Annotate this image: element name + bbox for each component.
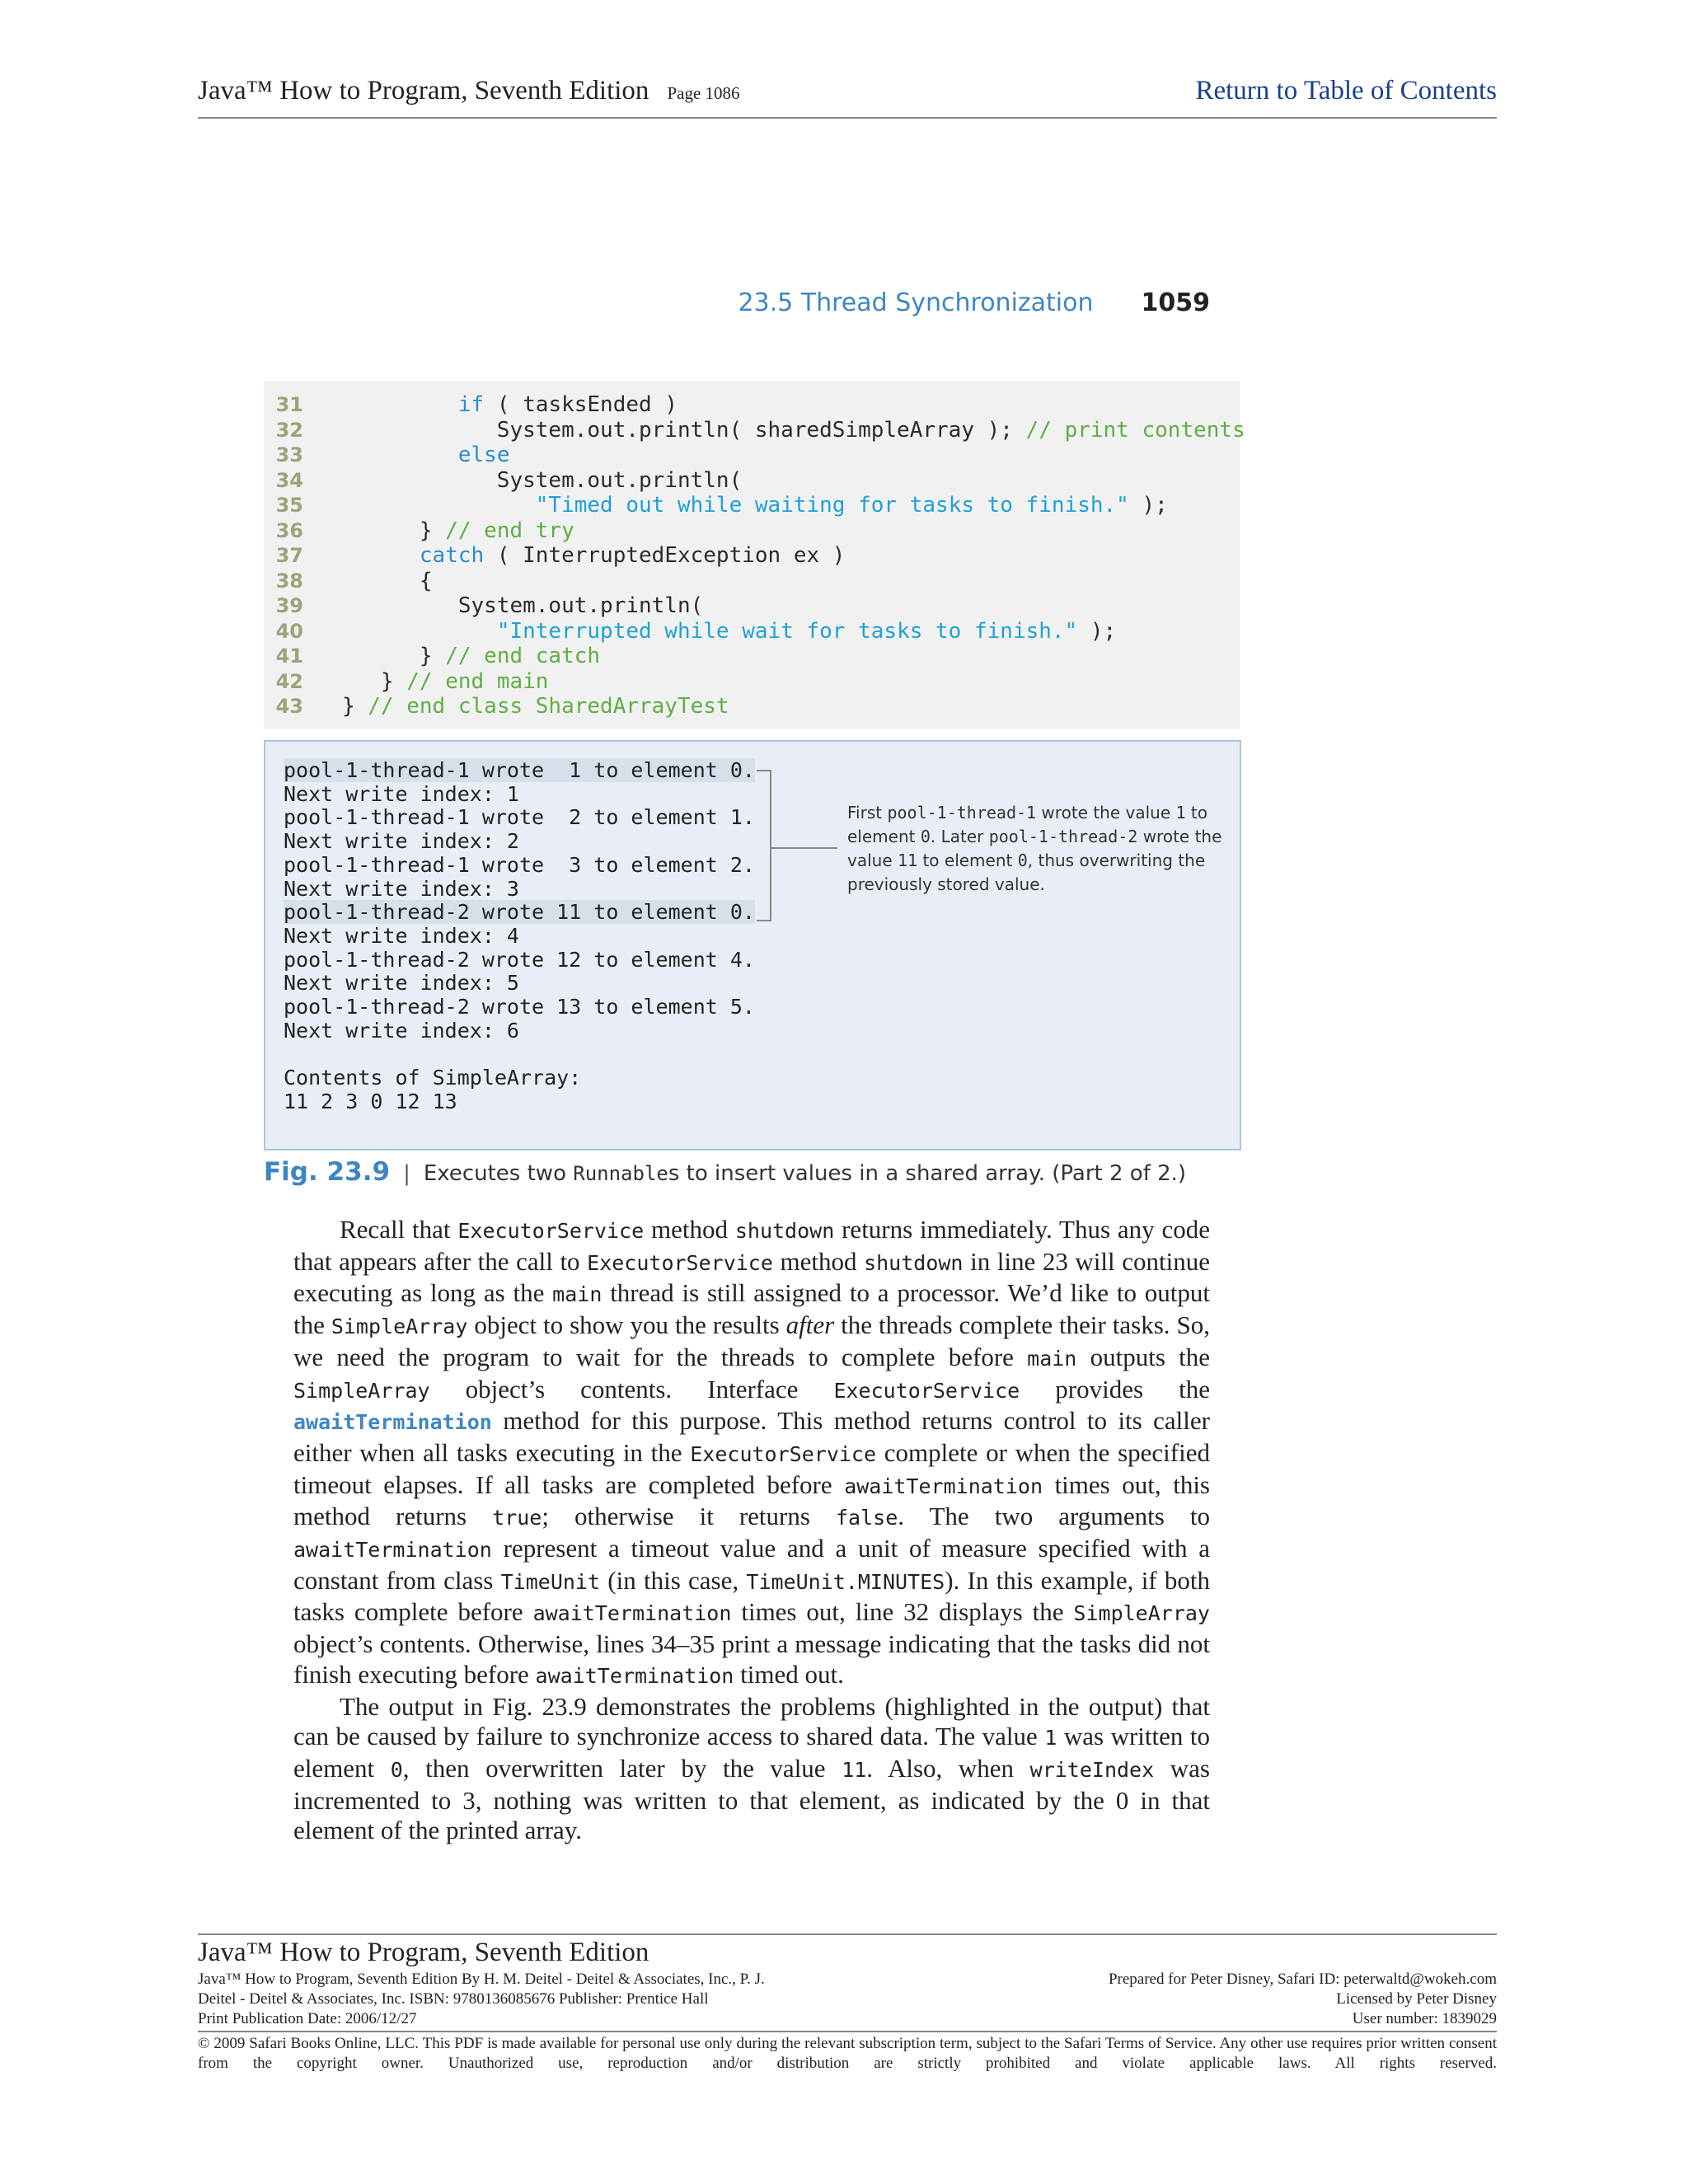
text-run: was written to element bbox=[293, 1722, 1211, 1783]
inline-code: false bbox=[835, 1506, 898, 1530]
paragraph bbox=[293, 1215, 1210, 1692]
inline-code: awaitTermination bbox=[532, 1601, 732, 1626]
text-run: . The two arguments to bbox=[898, 1502, 1210, 1531]
code-text: System.out.println( bbox=[341, 467, 743, 493]
text-run: object to show you the results bbox=[467, 1310, 786, 1340]
footer-copyright: © 2009 Safari Books Online, LLC. This PDF is made available for personal use only during the relevant subscription term, subject to the Safari Terms of Service. Any other use requires prior written consent from the copyright owner. Unauthorized use, reproduction and/or distribution are strictly prohibited and violate applicable laws. All rights reserved. bbox=[198, 2031, 1497, 2074]
text-run: was incremented to 3, nothing was written to that element, as indicated by the 0 in that element of the printed array. bbox=[293, 1753, 1210, 1845]
text-run: The output in Fig. 23.9 demonstrates the problems (highlighted in the output) that can be caused by failure to synchronize access to shared data. The value bbox=[293, 1691, 1210, 1751]
text-run: thread is still assigned to a processor. We’d like to output the bbox=[293, 1278, 1210, 1340]
output-line bbox=[284, 1066, 581, 1090]
running-head bbox=[738, 288, 1210, 317]
text-run: wrote the value bbox=[847, 827, 1222, 870]
text-run: ). In this example, if both tasks complete before bbox=[293, 1565, 1210, 1627]
code-text: { bbox=[341, 568, 433, 593]
code-text: ( tasksEnded ) bbox=[484, 392, 678, 417]
code-line bbox=[264, 518, 574, 544]
output-line bbox=[284, 900, 755, 924]
line-number: 35 bbox=[275, 494, 303, 517]
inline-code: SimpleArray bbox=[293, 1378, 430, 1403]
figure-label: Fig. 23.9 bbox=[264, 1157, 391, 1187]
inline-code: 0 bbox=[390, 1757, 403, 1782]
code-line bbox=[264, 694, 729, 719]
text-run: First bbox=[847, 803, 888, 823]
line-number: 37 bbox=[275, 544, 303, 567]
inline-code: writeIndex bbox=[1029, 1757, 1155, 1782]
text-run: complete or when the specified timeout elapses. If all tasks are completed before bbox=[293, 1437, 1210, 1499]
inline-code: 0 bbox=[920, 827, 931, 846]
output-text: Contents of SimpleArray: bbox=[284, 1066, 582, 1090]
code-line bbox=[264, 569, 433, 594]
code-comment: // end class SharedArrayTest bbox=[368, 694, 729, 719]
footer-authors: Java™ How to Program, Seventh Edition By H. M. Deitel - Deitel & Associates, Inc., P. J. bbox=[198, 1971, 765, 1988]
output-text: pool-1-thread-2 wrote 12 to element 4. bbox=[284, 947, 755, 972]
text-run: returns immediately. Thus any code that appears after the call to bbox=[293, 1215, 1210, 1276]
code-text bbox=[342, 543, 420, 568]
text-run: method bbox=[644, 1215, 735, 1244]
inline-code: 11 bbox=[898, 851, 918, 870]
code-text bbox=[342, 392, 458, 417]
line-number: 41 bbox=[275, 644, 303, 668]
code-line bbox=[264, 593, 703, 619]
text-run: Recall that bbox=[340, 1215, 458, 1244]
code-line bbox=[264, 418, 1245, 443]
code-keyword: if bbox=[457, 392, 485, 417]
output-text: Next write index: 3 bbox=[284, 876, 519, 901]
inline-code: Runnable bbox=[573, 1162, 668, 1185]
output-text: Next write index: 4 bbox=[284, 923, 519, 948]
footer-pub-date: Print Publication Date: 2006/12/27 bbox=[198, 2010, 417, 2027]
text-run: wrote the value bbox=[1036, 803, 1176, 823]
inline-code: pool-1-thread-1 bbox=[887, 803, 1037, 823]
text-run: the threads complete their tasks. So, we need the program to wait for the threads to complete before bbox=[293, 1310, 1210, 1371]
output-text: pool-1-thread-1 wrote 2 to element 1. bbox=[284, 805, 755, 830]
code-text bbox=[342, 443, 458, 467]
text-run: , then overwritten later by the value bbox=[402, 1753, 842, 1783]
output-line bbox=[284, 1090, 457, 1113]
code-line bbox=[264, 619, 1116, 644]
code-text: } bbox=[341, 644, 446, 668]
text-run: object’s contents. Otherwise, lines 34–35 print a message indicating that the tasks did not finish executing before bbox=[293, 1629, 1210, 1689]
output-line bbox=[284, 924, 519, 948]
code-text: System.out.println( bbox=[341, 593, 704, 618]
footer-isbn: Deitel - Deitel & Associates, Inc. ISBN: 9780136085676 Publisher: Prentice Hall bbox=[198, 1990, 709, 2008]
inline-code: TimeUnit.MINUTES bbox=[746, 1569, 945, 1594]
output-text: pool-1-thread-2 wrote 13 to element 5. bbox=[284, 995, 755, 1019]
text-run: . Later bbox=[930, 827, 989, 846]
inline-code: SimpleArray bbox=[1073, 1601, 1210, 1626]
output-line bbox=[284, 758, 755, 782]
text-run: times out, line 32 displays the bbox=[731, 1597, 1074, 1627]
line-number: 31 bbox=[275, 393, 303, 416]
output-callout bbox=[847, 801, 1226, 897]
line-number: 32 bbox=[275, 418, 303, 442]
key-term: awaitTermination bbox=[293, 1410, 492, 1435]
caption-text bbox=[424, 1161, 1186, 1186]
code-keyword: catch bbox=[419, 543, 485, 568]
inline-code: 1 bbox=[1044, 1726, 1057, 1750]
text-run: Executes two bbox=[423, 1161, 574, 1186]
text-run: , thus overwriting the previously stored value. bbox=[847, 851, 1206, 894]
code-text: } bbox=[341, 518, 446, 543]
output-line bbox=[284, 995, 755, 1019]
book-title: Java™ How to Program, Seventh Edition Page 1086 bbox=[198, 76, 740, 105]
line-number: 43 bbox=[275, 695, 303, 718]
inline-code: 0 bbox=[1017, 851, 1028, 870]
body-text bbox=[293, 1215, 1210, 1846]
code-line bbox=[264, 443, 509, 468]
highlight-bracket bbox=[757, 770, 771, 921]
code-comment: // end catch bbox=[445, 644, 601, 668]
line-number: 40 bbox=[275, 619, 303, 643]
inline-code: ExecutorService bbox=[457, 1219, 645, 1243]
code-line bbox=[264, 493, 1168, 518]
output-text: 11 2 3 0 12 13 bbox=[284, 1089, 457, 1113]
inline-code: awaitTermination bbox=[844, 1474, 1043, 1498]
code-string: "Interrupted while wait for tasks to finish." bbox=[496, 618, 1078, 644]
inline-code: main bbox=[552, 1282, 603, 1307]
code-text: ); bbox=[1128, 493, 1168, 518]
inline-code: shutdown bbox=[734, 1219, 835, 1243]
text-run: to element bbox=[847, 803, 1207, 846]
text-run: represent a timeout value and a unit of measure specified with a constant from class bbox=[293, 1534, 1210, 1595]
output-text: Next write index: 6 bbox=[284, 1018, 519, 1043]
output-line bbox=[284, 971, 519, 995]
output-line bbox=[284, 853, 755, 877]
inline-code: 1 bbox=[1175, 803, 1186, 823]
output-line bbox=[284, 948, 755, 972]
text-run: ; otherwise it returns bbox=[542, 1502, 836, 1531]
text-run: timed out. bbox=[734, 1659, 844, 1689]
output-line bbox=[284, 1019, 519, 1043]
text-run: (in this case, bbox=[600, 1565, 747, 1595]
text-run: in line 23 will continue executing as long as the bbox=[293, 1246, 1210, 1308]
code-comment: // print contents bbox=[1025, 417, 1245, 443]
code-text bbox=[342, 619, 497, 644]
code-comment: // end main bbox=[406, 668, 549, 694]
text-run: outputs the bbox=[1076, 1342, 1210, 1371]
text-run: object’s contents. Interface bbox=[429, 1374, 834, 1404]
inline-code: 11 bbox=[842, 1757, 867, 1782]
code-text bbox=[342, 493, 536, 518]
output-text: Next write index: 1 bbox=[284, 781, 519, 806]
code-text: System.out.println( sharedSimpleArray ); bbox=[341, 417, 1026, 443]
code-keyword: else bbox=[457, 443, 510, 467]
text-run: provides the bbox=[1020, 1374, 1210, 1404]
page-header bbox=[198, 76, 1497, 119]
code-text: } bbox=[341, 694, 368, 719]
section-title: 23.5 Thread Synchronization bbox=[738, 288, 1094, 317]
output-text: Next write index: 2 bbox=[284, 829, 519, 854]
inline-code: SimpleArray bbox=[331, 1315, 468, 1339]
highlighted-output: pool-1-thread-2 wrote 11 to element 0. bbox=[284, 900, 755, 925]
inline-code: true bbox=[492, 1506, 542, 1530]
output-text: pool-1-thread-1 wrote 3 to element 2. bbox=[284, 852, 755, 877]
text-run: method bbox=[772, 1246, 865, 1276]
text-run: s to insert values in a shared array. (Part 2 of 2.) bbox=[668, 1161, 1187, 1186]
code-listing bbox=[264, 381, 1245, 729]
output-line bbox=[284, 877, 519, 901]
figure-caption bbox=[264, 1157, 1186, 1187]
code-text: } bbox=[341, 668, 407, 694]
inline-code: main bbox=[1027, 1346, 1077, 1371]
code-line bbox=[264, 669, 548, 695]
code-text: ); bbox=[1077, 618, 1117, 644]
inline-code: awaitTermination bbox=[293, 1538, 492, 1563]
code-comment: // end try bbox=[445, 518, 574, 543]
page-number: 1059 bbox=[1141, 288, 1210, 317]
emphasis: after bbox=[785, 1310, 835, 1340]
line-number: 42 bbox=[275, 669, 303, 693]
page-footer bbox=[198, 1933, 1497, 2074]
line-number: 34 bbox=[275, 468, 303, 492]
inline-code: ExecutorService bbox=[690, 1441, 877, 1466]
footer-book-title: Java™ How to Program, Seventh Edition bbox=[198, 1938, 649, 1967]
text-run: to element bbox=[917, 851, 1018, 870]
footer-license: Licensed by Peter Disney bbox=[1336, 1990, 1497, 2008]
footer-prepared-for: Prepared for Peter Disney, Safari ID: peterwaltd@wokeh.com bbox=[1108, 1971, 1497, 1988]
toc-link[interactable]: Return to Table of Contents bbox=[1195, 76, 1497, 105]
highlighted-output: pool-1-thread-1 wrote 1 to element 0. bbox=[284, 758, 755, 782]
line-number: 39 bbox=[275, 594, 303, 617]
inline-code: ExecutorService bbox=[833, 1378, 1020, 1403]
code-text: ( InterruptedException ex ) bbox=[484, 543, 846, 568]
inline-code: awaitTermination bbox=[535, 1663, 734, 1688]
line-number: 36 bbox=[275, 518, 303, 542]
inline-code: pool-1-thread-2 bbox=[988, 827, 1138, 846]
output-line bbox=[284, 805, 755, 829]
line-number: 38 bbox=[275, 569, 303, 593]
code-line bbox=[264, 644, 600, 669]
output-text: Next write index: 5 bbox=[284, 971, 519, 996]
paragraph bbox=[293, 1692, 1210, 1847]
footer-user-number: User number: 1839029 bbox=[1352, 2010, 1497, 2027]
inline-code: ExecutorService bbox=[587, 1250, 773, 1275]
callout-leader-line bbox=[770, 847, 837, 849]
code-string: "Timed out while waiting for tasks to finish." bbox=[535, 493, 1129, 518]
code-line bbox=[264, 543, 845, 569]
output-line bbox=[284, 782, 519, 806]
caption-separator: | bbox=[403, 1161, 410, 1186]
inline-code: shutdown bbox=[864, 1250, 964, 1275]
line-number: 33 bbox=[275, 443, 303, 466]
inline-code: TimeUnit bbox=[500, 1569, 601, 1594]
text-run: times out, this method returns bbox=[293, 1469, 1210, 1531]
code-line bbox=[264, 392, 678, 418]
output-line bbox=[284, 829, 519, 853]
text-run: . Also, when bbox=[866, 1753, 1030, 1783]
code-line bbox=[264, 468, 742, 494]
page-label: Page 1086 bbox=[667, 83, 740, 103]
text-run: method for this purpose. This method returns control to its caller either when all tasks executing in the bbox=[293, 1406, 1210, 1467]
